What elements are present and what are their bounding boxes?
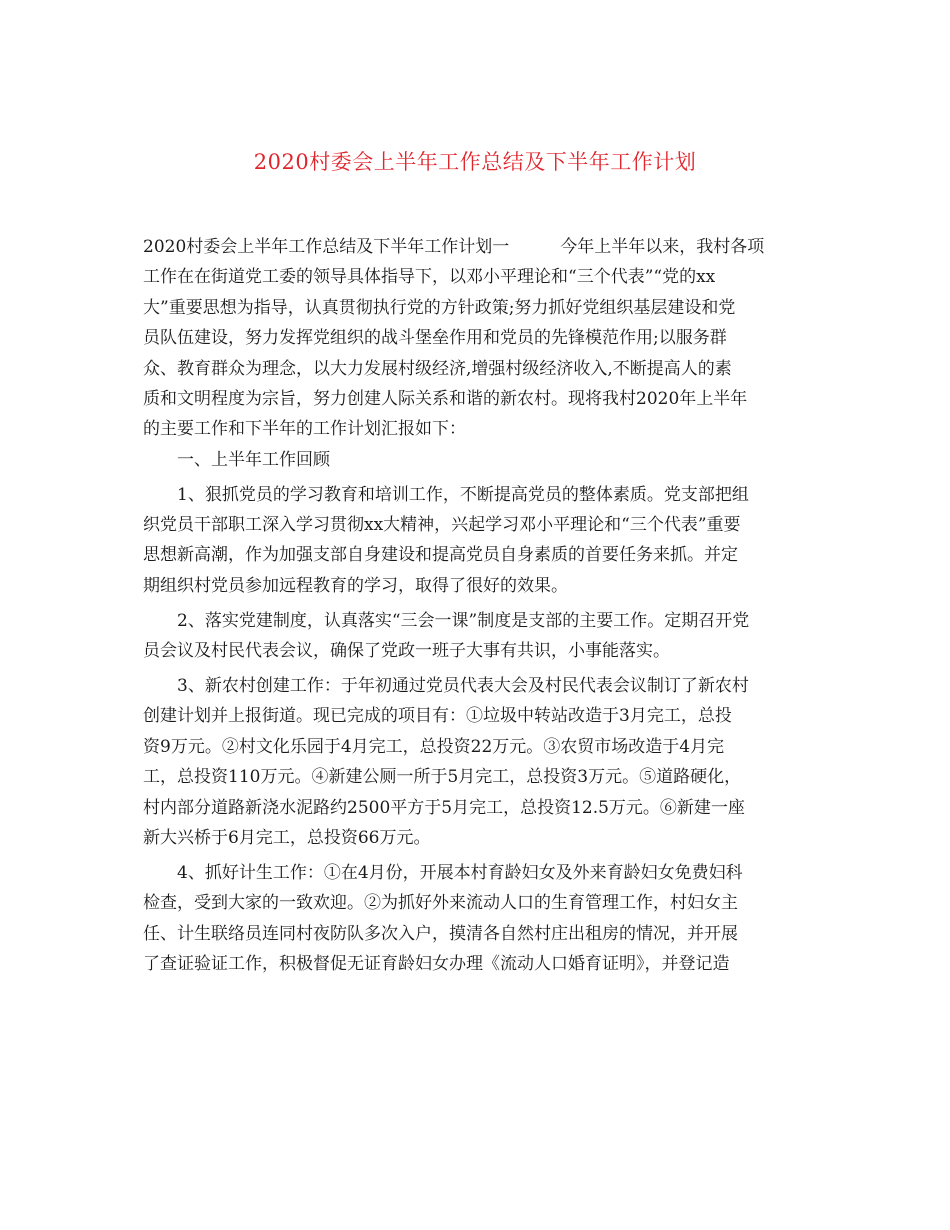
text-line: 一、上半年工作回顾 <box>143 449 330 470</box>
text-line: 质和文明程度为宗旨，努力创建人际关系和谐的新农村。现将我村2020年上半年 <box>143 388 748 409</box>
text-line: 员会议及村民代表会议，确保了党政一班子大事有共识，小事能落实。 <box>143 641 670 662</box>
text-line: 任、计生联络员连同村夜防队多次入户，摸清各自然村庄出租房的情况，并开展 <box>143 923 738 944</box>
text-line: 期组织村党员参加远程教育的学习，取得了很好的效果。 <box>143 575 568 596</box>
text-line: 工，总投资110万元。④新建公厕一所于5月完工，总投资3万元。⑤道路硬化， <box>143 767 742 788</box>
text-line: 织党员干部职工深入学习贯彻xx大精神，兴起学习邓小平理论和“三个代表”重要 <box>143 515 741 536</box>
document-body <box>143 232 811 979</box>
text-line: 众、教育群众为理念，以大力发展村级经济,增强村级经济收入,不断提高人的素 <box>143 358 732 379</box>
text-line: 创建计划并上报街道。现已完成的项目有：①垃圾中转站改造于3月完工，总投 <box>143 706 732 727</box>
text-line: 1、狠抓党员的学习教育和培训工作，不断提高党员的整体素质。党支部把组 <box>143 484 749 505</box>
text-line: 员队伍建设，努力发挥党组织的战斗堡垒作用和党员的先锋模范作用;以服务群 <box>143 328 727 349</box>
text-line: 大”重要思想为指导，认真贯彻执行党的方针政策;努力抓好党组织基层建设和党 <box>143 297 736 318</box>
text-line: 工作在在街道党工委的领导具体指导下，以邓小平理论和“三个代表”“党的xx <box>143 267 716 288</box>
text-line: 3、新农村创建工作：于年初通过党员代表大会及村民代表会议制订了新农村 <box>143 675 749 696</box>
text-line: 资9万元。②村文化乐园于4月完工，总投资22万元。③农贸市场改造于4月完 <box>143 736 725 757</box>
text-line: 2020村委会上半年工作总结及下半年工作计划一 今年上半年以来，我村各项 <box>143 237 765 257</box>
text-line: 新大兴桥于6月完工，总投资66万元。 <box>143 827 431 848</box>
text-line: 村内部分道路新浇水泥路约2500平方于5月完工，总投资12.5万元。⑥新建一座 <box>143 797 745 818</box>
text-line: 思想新高潮，作为加强支部自身建设和提高党员自身素质的首要任务来抓。并定 <box>143 545 738 566</box>
text-line: 了查证验证工作，积极督促无证育龄妇女办理《流动人口婚育证明》，并登记造 <box>143 953 730 974</box>
text-line: 检查，受到大家的一致欢迎。②为抓好外来流动人口的生育管理工作，村妇女主 <box>143 893 738 914</box>
text-line: 2、落实党建制度，认真落实“三会一课”制度是支部的主要工作。定期召开党 <box>143 610 750 631</box>
document-title: 2020村委会上半年工作总结及下半年工作计划 <box>253 150 697 174</box>
text-line: 4、抓好计生工作：①在4月份，开展本村育龄妇女及外来育龄妇女免费妇科 <box>143 862 743 883</box>
text-line: 的主要工作和下半年的工作计划汇报如下： <box>143 419 466 440</box>
